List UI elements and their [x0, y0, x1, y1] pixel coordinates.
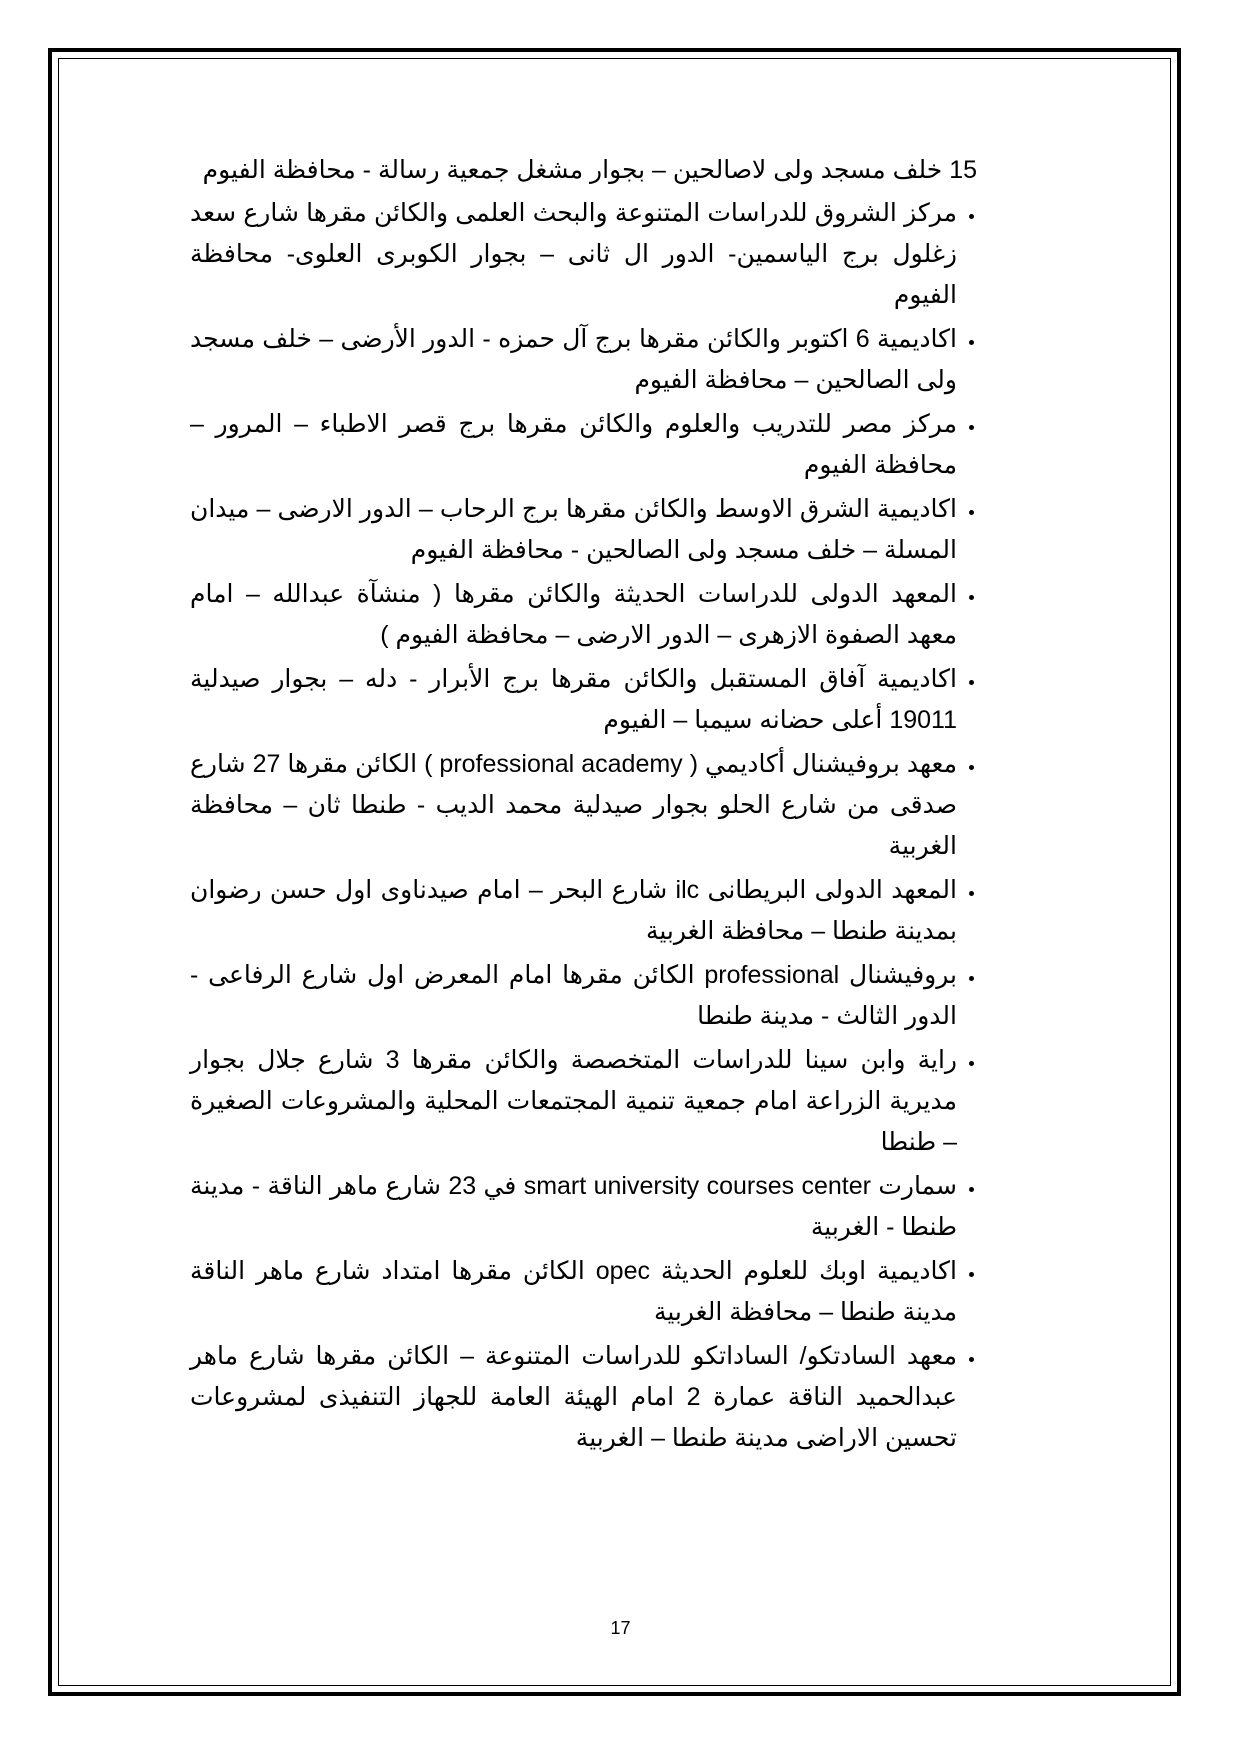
- document-body: [190, 150, 990, 1462]
- list-item: • معهد بروفيشنال أكاديمي ( professional academy ) الكائن مقرها 27 شارع صدقى من شارع الحلو بجوار صيدلية محمد الديب - طنطا ثان – محافظة الغربية: [190, 744, 957, 867]
- list-item: • مركز الشروق للدراسات المتنوعة والبحث العلمى والكائن مقرها شارع سعد زغلول برج الياسمين- الدور ال ثانى – بجوار الكوبرى العلوى- محافظة الفيوم: [190, 193, 957, 316]
- institutes-list: [190, 193, 990, 1459]
- page-number: 17: [610, 1618, 631, 1638]
- list-item: • اكاديمية الشرق الاوسط والكائن مقرها برج الرحاب – الدور الارضى – ميدان المسلة – خلف مسجد ولى الصالحين - محافظة الفيوم: [190, 489, 957, 571]
- list-item: • اكاديمية اوبك للعلوم الحديثة opec الكائن مقرها امتداد شارع ماهر الناقة مدينة طنطا – محافظة الغربية: [190, 1251, 957, 1333]
- list-item: • اكاديمية 6 اكتوبر والكائن مقرها برج آل حمزه - الدور الأرضى – خلف مسجد ولى الصالحين – محافظة الفيوم: [190, 319, 957, 401]
- list-item: • راية وابن سينا للدراسات المتخصصة والكائن مقرها 3 شارع جلال بجوار مديرية الزراعة امام جمعية تنمية المجتمعات المحلية والمشروعات الصغيرة – طنطا: [190, 1040, 957, 1163]
- list-item: • معهد السادتكو/ الساداتكو للدراسات المتنوعة – الكائن مقرها شارع ماهر عبدالحميد الناقة عمارة 2 امام الهيئة العامة للجهاز التنفيذى لمشروعات تحسين الاراضى مدينة طنطا – الغربية: [190, 1336, 957, 1459]
- list-item: • اكاديمية آفاق المستقبل والكائن مقرها برج الأبرار - دله – بجوار صيدلية 19011 أعلى حضانه سيمبا – الفيوم: [190, 659, 957, 741]
- list-item: • بروفيشنال professional الكائن مقرها امام المعرض اول شارع الرفاعى - الدور الثالث - مدينة طنطا: [190, 955, 957, 1037]
- list-item: • سمارت smart university courses center في 23 شارع ماهر الناقة - مدينة طنطا - الغربية: [190, 1166, 957, 1248]
- continued-paragraph: 15 خلف مسجد ولى لاصالحين – بجوار مشغل جمعية رسالة - محافظة الفيوم: [202, 156, 977, 184]
- list-item: • المعهد الدولى للدراسات الحديثة والكائن مقرها ( منشآة عبدالله – امام معهد الصفوة الازهرى – الدور الارضى – محافظة الفيوم ): [190, 574, 957, 656]
- list-item: • مركز مصر للتدريب والعلوم والكائن مقرها برج قصر الاطباء – المرور – محافظة الفيوم: [190, 404, 957, 486]
- list-item: • المعهد الدولى البريطانى ilc شارع البحر – امام صيدناوى اول حسن رضوان بمدينة طنطا – محافظة الغربية: [190, 870, 957, 952]
